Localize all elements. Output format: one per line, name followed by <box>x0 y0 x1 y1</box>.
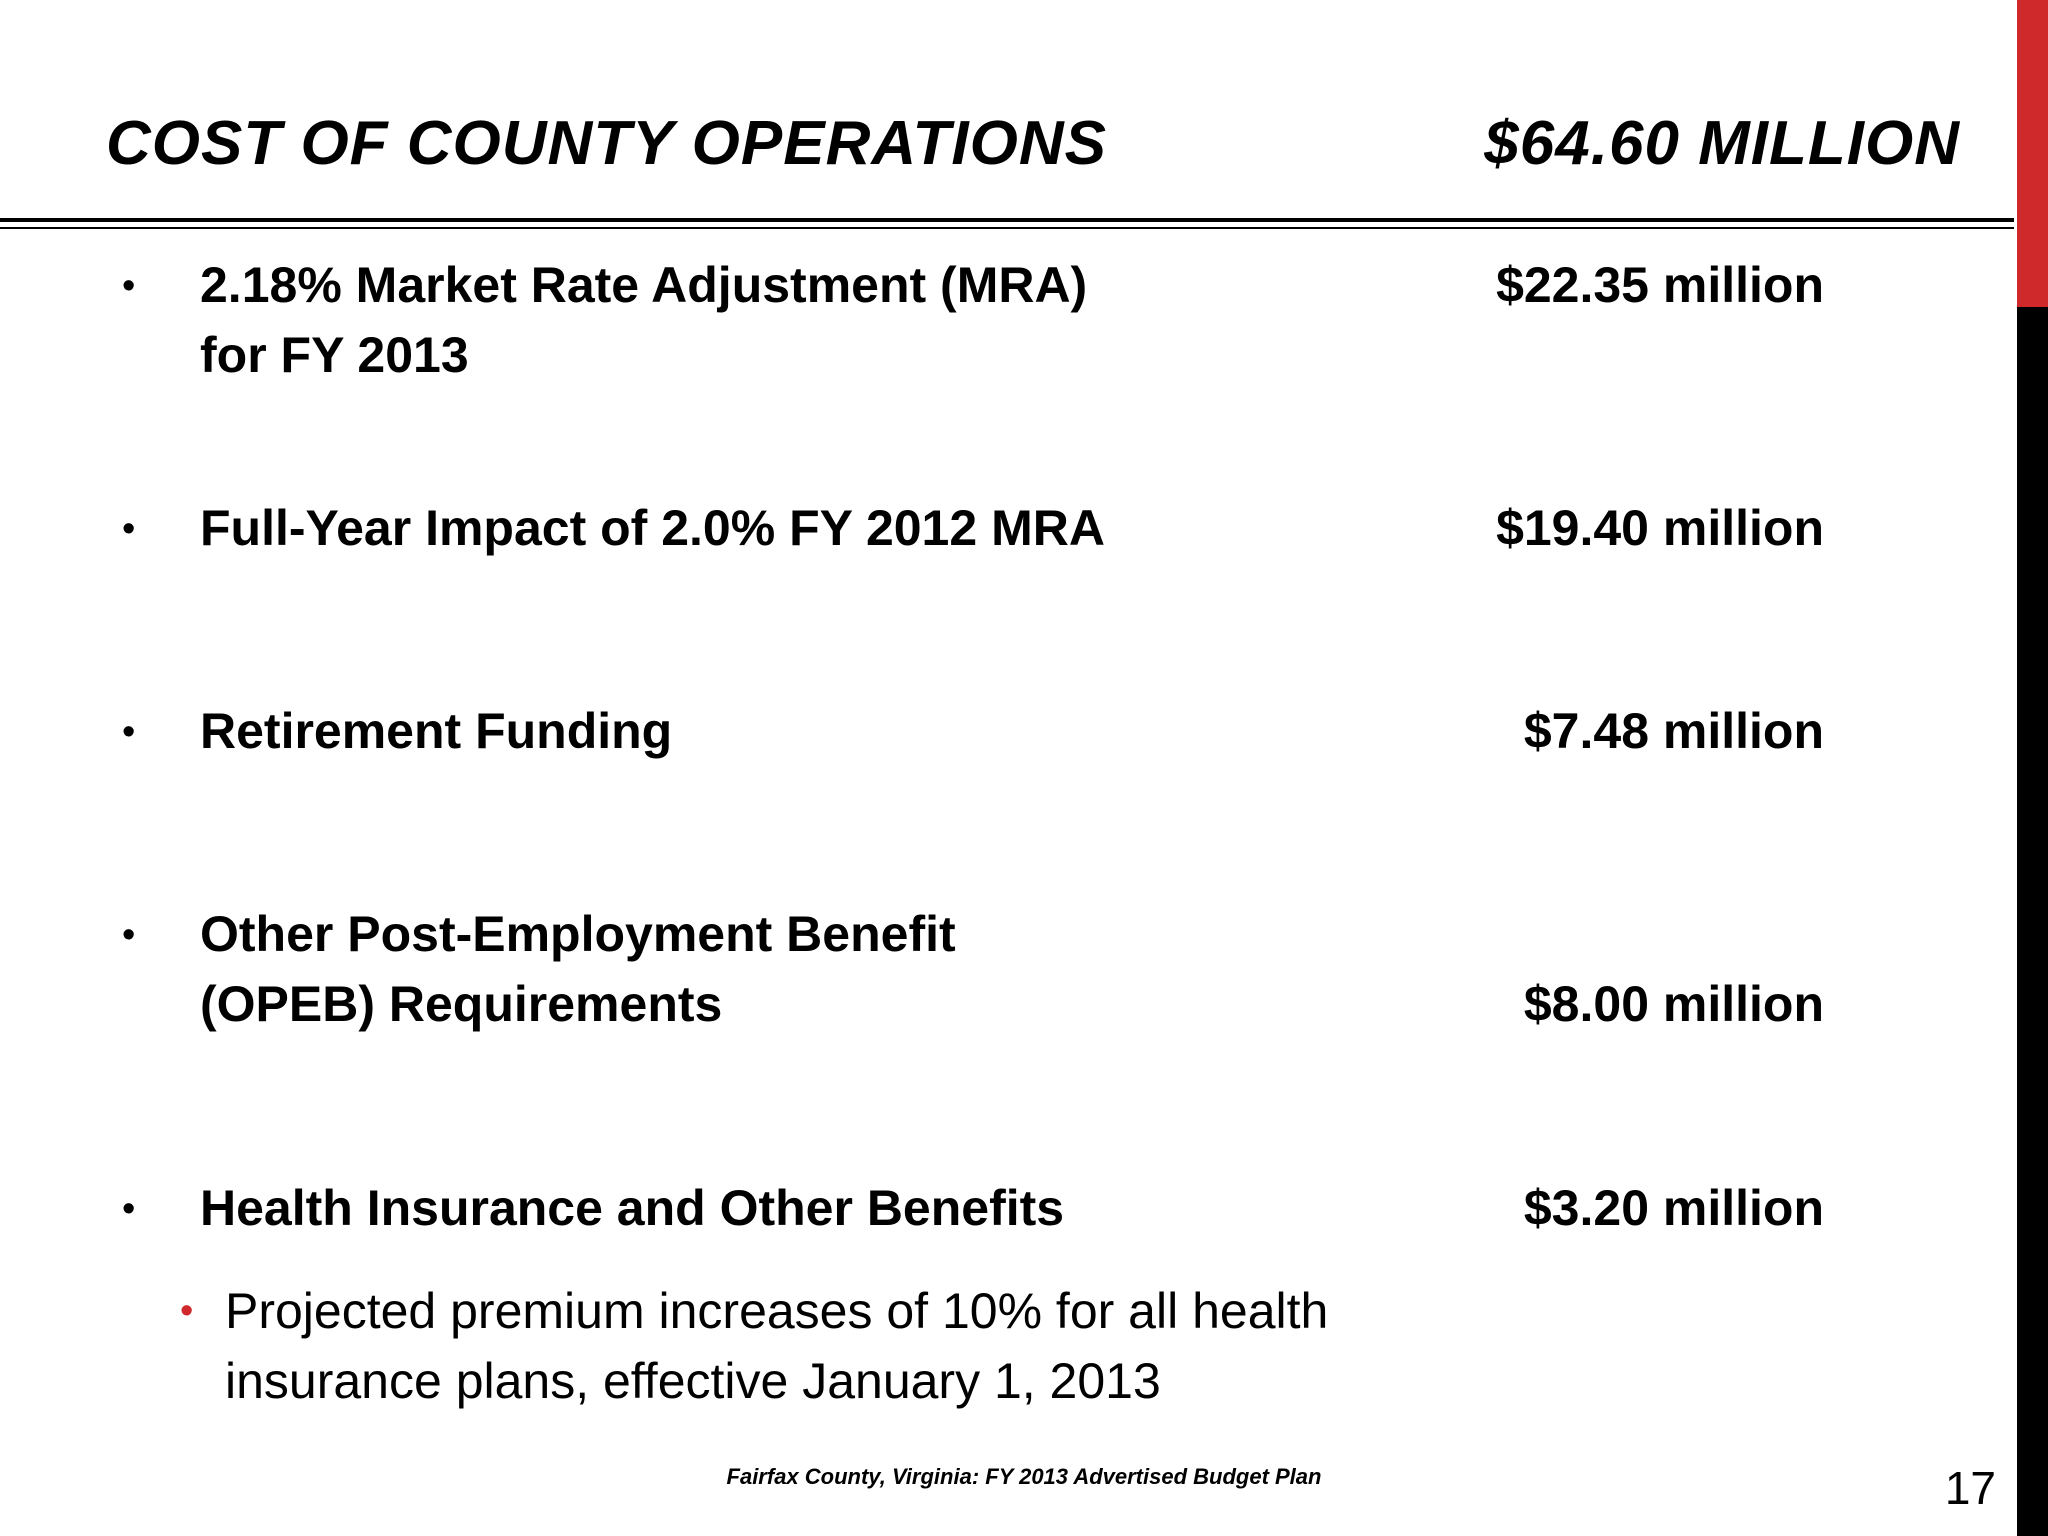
accent-bar-red <box>2017 0 2048 307</box>
item-amount-retirement-funding: $7.48 million <box>1523 703 1824 759</box>
total-amount: $64.60 MILLION <box>1484 109 1960 178</box>
bullet-marker: • <box>122 914 136 956</box>
footer-source: Fairfax County, Virginia: FY 2013 Advertised Budget Plan <box>726 1464 1322 1489</box>
bullet-marker: • <box>122 508 136 550</box>
title-divider-thick <box>0 218 2014 222</box>
sub-bullet-marker: • <box>180 1290 194 1332</box>
item-amount-mra-fy2013: $22.35 million <box>1496 257 1824 313</box>
item-label-line: 2.18% Market Rate Adjustment (MRA) <box>200 257 1088 313</box>
item-amount-opeb: $8.00 million <box>1523 976 1824 1032</box>
item-label-retirement-funding <box>200 696 672 766</box>
page-number: 17 <box>1944 1462 1996 1514</box>
slide-title: COST OF COUNTY OPERATIONS <box>106 109 1107 178</box>
item-label-line: Retirement Funding <box>200 703 673 759</box>
item-label-line: (OPEB) Requirements <box>200 976 723 1032</box>
item-label-line: Other Post-Employment Benefit <box>200 906 956 962</box>
item-label-line: for FY 2013 <box>200 327 469 383</box>
item-label-health-insurance <box>200 1173 1064 1243</box>
bullet-marker: • <box>122 265 136 307</box>
sub-item-line: insurance plans, effective January 1, 2013 <box>225 1353 1161 1409</box>
item-label-full-year-impact <box>200 493 1105 563</box>
bullet-marker: • <box>122 1188 136 1230</box>
item-amount-health-insurance: $3.20 million <box>1523 1180 1824 1236</box>
item-label-line: Full-Year Impact of 2.0% FY 2012 MRA <box>200 500 1105 556</box>
accent-bar-black <box>2017 307 2048 1536</box>
item-label-mra-fy2013 <box>200 250 1087 390</box>
sub-item-line: Projected premium increases of 10% for all health <box>225 1283 1329 1339</box>
item-label-opeb <box>200 899 956 1039</box>
sub-item-premium-increase <box>225 1276 1328 1416</box>
item-label-line: Health Insurance and Other Benefits <box>200 1180 1065 1236</box>
bullet-marker: • <box>122 711 136 753</box>
item-amount-full-year-impact: $19.40 million <box>1496 500 1824 556</box>
title-divider-thin <box>0 227 2014 229</box>
